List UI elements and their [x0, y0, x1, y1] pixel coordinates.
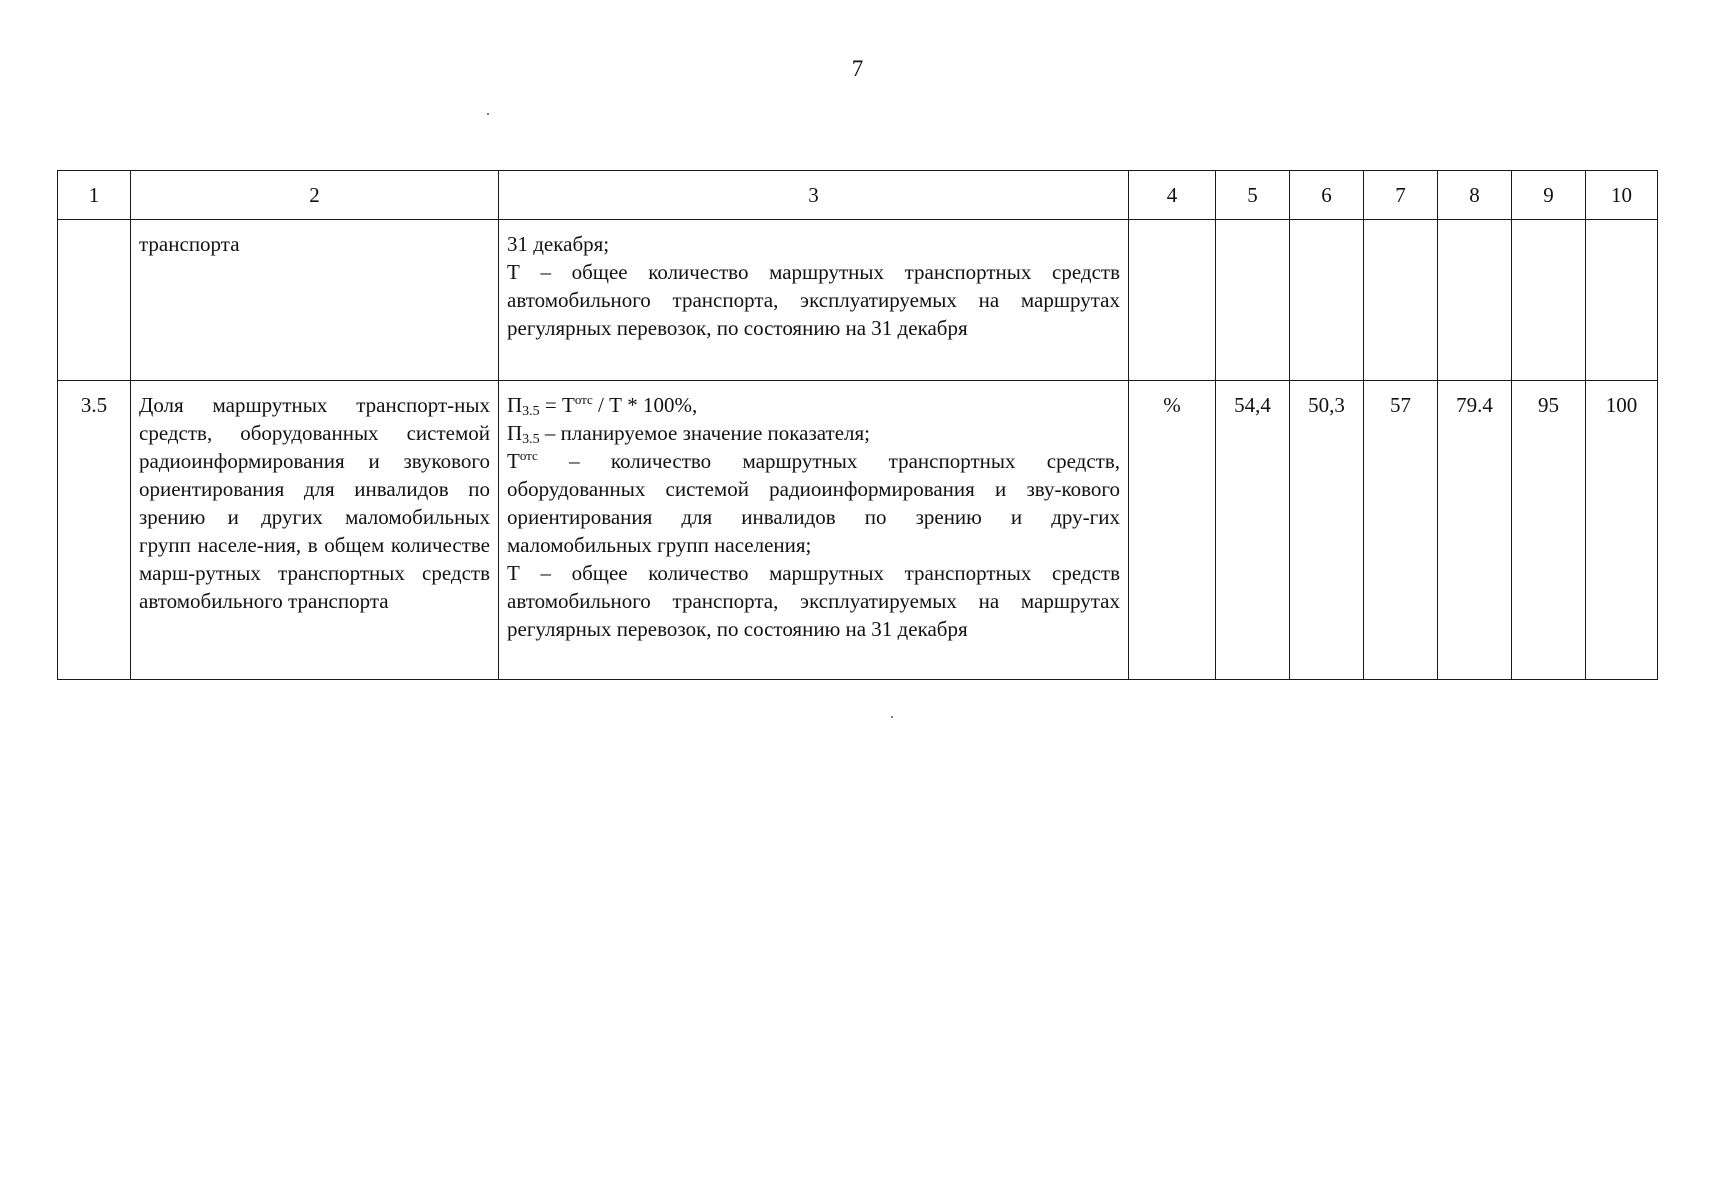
- formula-text: [499, 220, 1128, 348]
- value-text: 50,3: [1308, 393, 1345, 417]
- formula-superscript: отс: [574, 392, 593, 407]
- value-cell: [1290, 381, 1364, 680]
- formula-cell: [499, 220, 1129, 381]
- value-cell: [1438, 220, 1512, 381]
- header-cell: 3: [499, 171, 1129, 220]
- value-cell: [1512, 220, 1586, 381]
- value-cell: [1586, 220, 1658, 381]
- header-cell: 4: [1129, 171, 1216, 220]
- header-cell: 9: [1512, 171, 1586, 220]
- definition-symbol: Т: [507, 561, 520, 585]
- indicator-name-cell: [131, 220, 499, 381]
- value-cell: [1290, 220, 1364, 381]
- header-cell: 6: [1290, 171, 1364, 220]
- value-text: 79.4: [1456, 393, 1493, 417]
- unit-cell: [1129, 381, 1216, 680]
- definition-text: – количество маршрутных транспортных средств, оборудованных системой радиоинформирования и зву-кового ориентирования для инвалидов по зрению и дру-гих маломобильных групп населения;: [507, 449, 1120, 557]
- header-cell: 2: [131, 171, 499, 220]
- scan-speck: [487, 113, 489, 115]
- header-cell: 5: [1216, 171, 1290, 220]
- header-cell: 1: [58, 171, 131, 220]
- value-text: 57: [1390, 393, 1411, 417]
- table-header-row: [58, 171, 1658, 220]
- page-number: 7: [851, 56, 864, 81]
- formula-rest: / Т * 100%,: [592, 393, 698, 417]
- definition-text: – планируемое значение показателя;: [539, 421, 871, 445]
- definition-line: [507, 559, 1120, 643]
- number-cell: [58, 381, 131, 680]
- value-text: 54,4: [1234, 393, 1271, 417]
- value-cell: [1512, 381, 1586, 680]
- definition-superscript: отс: [519, 448, 538, 463]
- definition-symbol: Т: [507, 449, 520, 473]
- scan-speck: [891, 716, 893, 718]
- value-cell: [1364, 220, 1438, 381]
- formula-symbol: П: [507, 393, 523, 417]
- unit-cell: [1129, 220, 1216, 381]
- formula-text: [499, 381, 1128, 649]
- table-row-continuation: [58, 220, 1658, 381]
- value-cell: [1216, 220, 1290, 381]
- header-cell: 10: [1586, 171, 1658, 220]
- formula-equals: = Т: [539, 393, 575, 417]
- indicator-name-cell: [131, 381, 499, 680]
- formula-cell: [499, 381, 1129, 680]
- definition-text: – общее количество маршрутных транспортных средств автомобильного транспорта, эксплуатируемых на маршрутах регулярных перевозок, по состоянию на 31 декабря: [507, 561, 1120, 641]
- value-cell: [1438, 381, 1512, 680]
- formula-subscript: 3.5: [522, 404, 540, 419]
- value-text: 100: [1605, 393, 1638, 417]
- formula-line: Т – общее количество маршрутных транспортных средств автомобильного транспорта, эксплуатируемых на маршрутах регулярных перевозок, по состоянию на 31 декабря: [507, 260, 1120, 340]
- value-cell: [1364, 381, 1438, 680]
- indicator-name-text: Доля маршрутных транспорт-ных средств, оборудованных системой радиоинформирования и звукового ориентирования для инвалидов по зрению и других маломобильных групп населе-ния, в общем количестве марш-рутных транспортных средств автомобильного транспорта: [139, 393, 490, 613]
- header-cell: 8: [1438, 171, 1512, 220]
- definition-subscript: 3.5: [522, 432, 540, 447]
- formula-line: [507, 391, 1120, 419]
- definition-line: [507, 447, 1120, 559]
- header-cell: 7: [1364, 171, 1438, 220]
- definition-symbol: П: [507, 421, 523, 445]
- value-cell: [1586, 381, 1658, 680]
- number-cell: [58, 220, 131, 381]
- table-row-3-5: [58, 381, 1658, 680]
- unit-text: %: [1163, 393, 1181, 417]
- indicators-table: [57, 170, 1658, 680]
- definition-line: [507, 419, 1120, 447]
- formula-line: 31 декабря;: [507, 232, 610, 256]
- value-cell: [1216, 381, 1290, 680]
- value-text: 95: [1538, 393, 1559, 417]
- indicator-name-text: транспорта: [139, 232, 240, 256]
- row-number: 3.5: [80, 393, 108, 417]
